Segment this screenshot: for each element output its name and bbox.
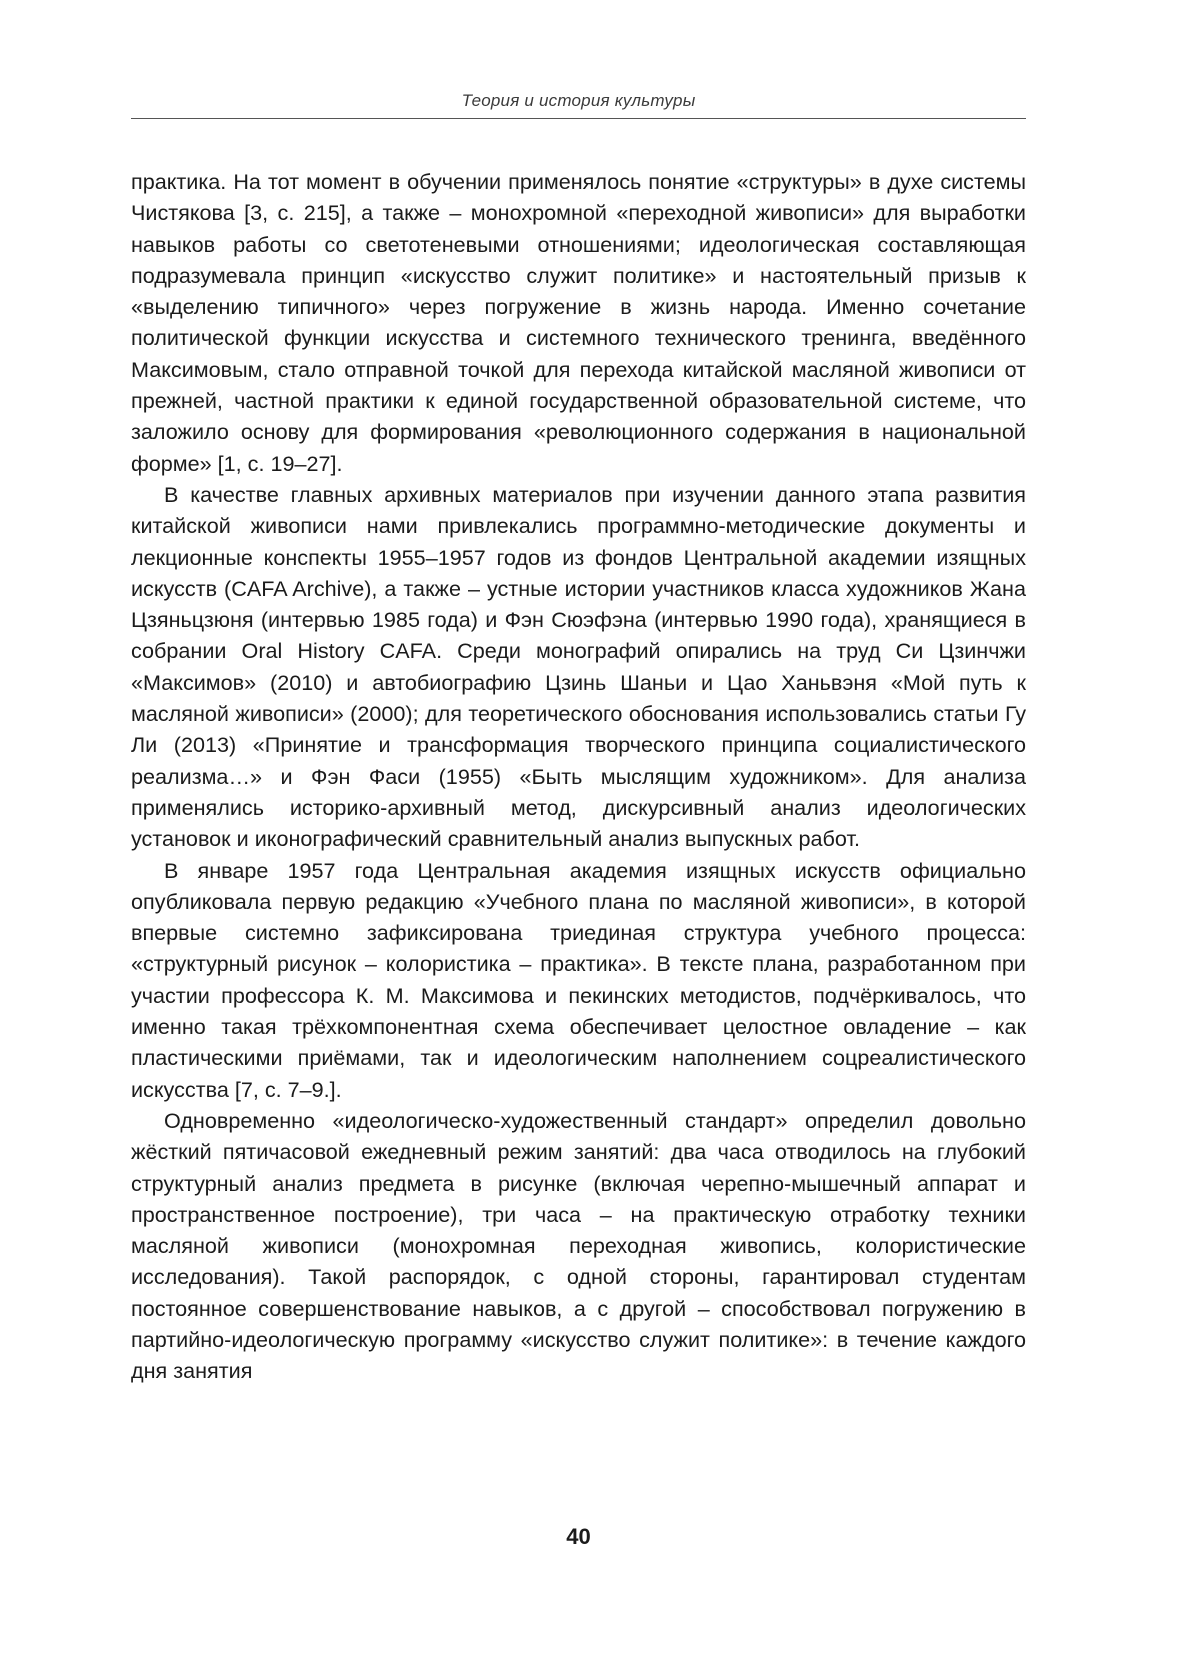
paragraph-study-plan-1957: В январе 1957 года Центральная академия изящных искусств официально опубликовала первую редакцию «Учебного плана по масляной живописи», в которой впервые системно зафиксирована триединая структура учебного процесса: «структурный рисунок – колористика – практика». В тексте плана, разработанном при участии профессора К. М. Максимова и пекинских методистов, подчёркивалось, что именно такая трёхкомпонентная схема обеспечивает целостное овладение – как пластическими приёмами, так и идеологическим наполнением соцреалистического искусства [7, с. 7–9.]. bbox=[131, 857, 1026, 1102]
running-header: Теория и история культуры bbox=[461, 91, 696, 110]
paragraph-continued: практика. На тот момент в обучении применялось понятие «структуры» в духе системы Чистякова [3, с. 215], а также – монохромной «переходной живописи» для выработки навыков работы со светотеневыми отношениями; идеологическая составляющая подразумевала принцип «искусство служит политике» и настоятельный призыв к «выделению типичного» через погружение в жизнь народа. Именно сочетание политической функции искусства и системного технического тренинга, введённого Максимовым, стало отправной точкой для перехода китайской масляной живописи от прежней, частной практики к единой государственной образовательной системе, что заложило основу для формирования «революционного содержания в национальной форме» [1, с. 19–27]. bbox=[131, 169, 1026, 476]
article-body bbox=[131, 166, 1026, 1387]
paragraph-archival-materials: В качестве главных архивных материалов при изучении данного этапа развития китайской живописи нами привлекались программно-методические документы и лекционные конспекты 1955–1957 годов из фондов Центральной академии изящных искусств (CAFA Archive), а также – устные истории участников класса художников Жана Цзяньцзюня (интервью 1985 года) и Фэн Сюэфэна (интервью 1990 года), хранящиеся в собрании Oral History CAFA. Среди монографий опирались на труд Си Цзинчжи «Максимов» (2010) и автобиографию Цзинь Шаньи и Цао Ханьвэня «Мой путь к масляной живописи» (2000); для теоретического обоснования использовались статьи Гу Ли (2013) «Принятие и трансформация творческого принципа социалистического реализма…» и Фэн Фаси (1955) «Быть мыслящим художником». Для анализа применялись историко-архивный метод, дискурсивный анализ идеологических установок и иконографический сравнительный анализ выпускных работ. bbox=[131, 481, 1026, 852]
paragraph-daily-regime: Одновременно «идеологическо-художественный стандарт» определил довольно жёсткий пятичасовой ежедневный режим занятий: два часа отводилось на глубокий структурный анализ предмета в рисунке (включая черепно-мышечный аппарат и пространственное построение), три часа – на практическую отработку техники масляной живописи (монохромная переходная живопись, колористические исследования). Такой распорядок, с одной стороны, гарантировал студентам постоянное совершенствование навыков, а с другой – способствовал погружению в партийно-идеологическую программу «искусство служит политике»: в течение каждого дня занятия bbox=[131, 1107, 1026, 1384]
header-rule bbox=[131, 118, 1026, 119]
page-number: 40 bbox=[566, 1524, 591, 1549]
